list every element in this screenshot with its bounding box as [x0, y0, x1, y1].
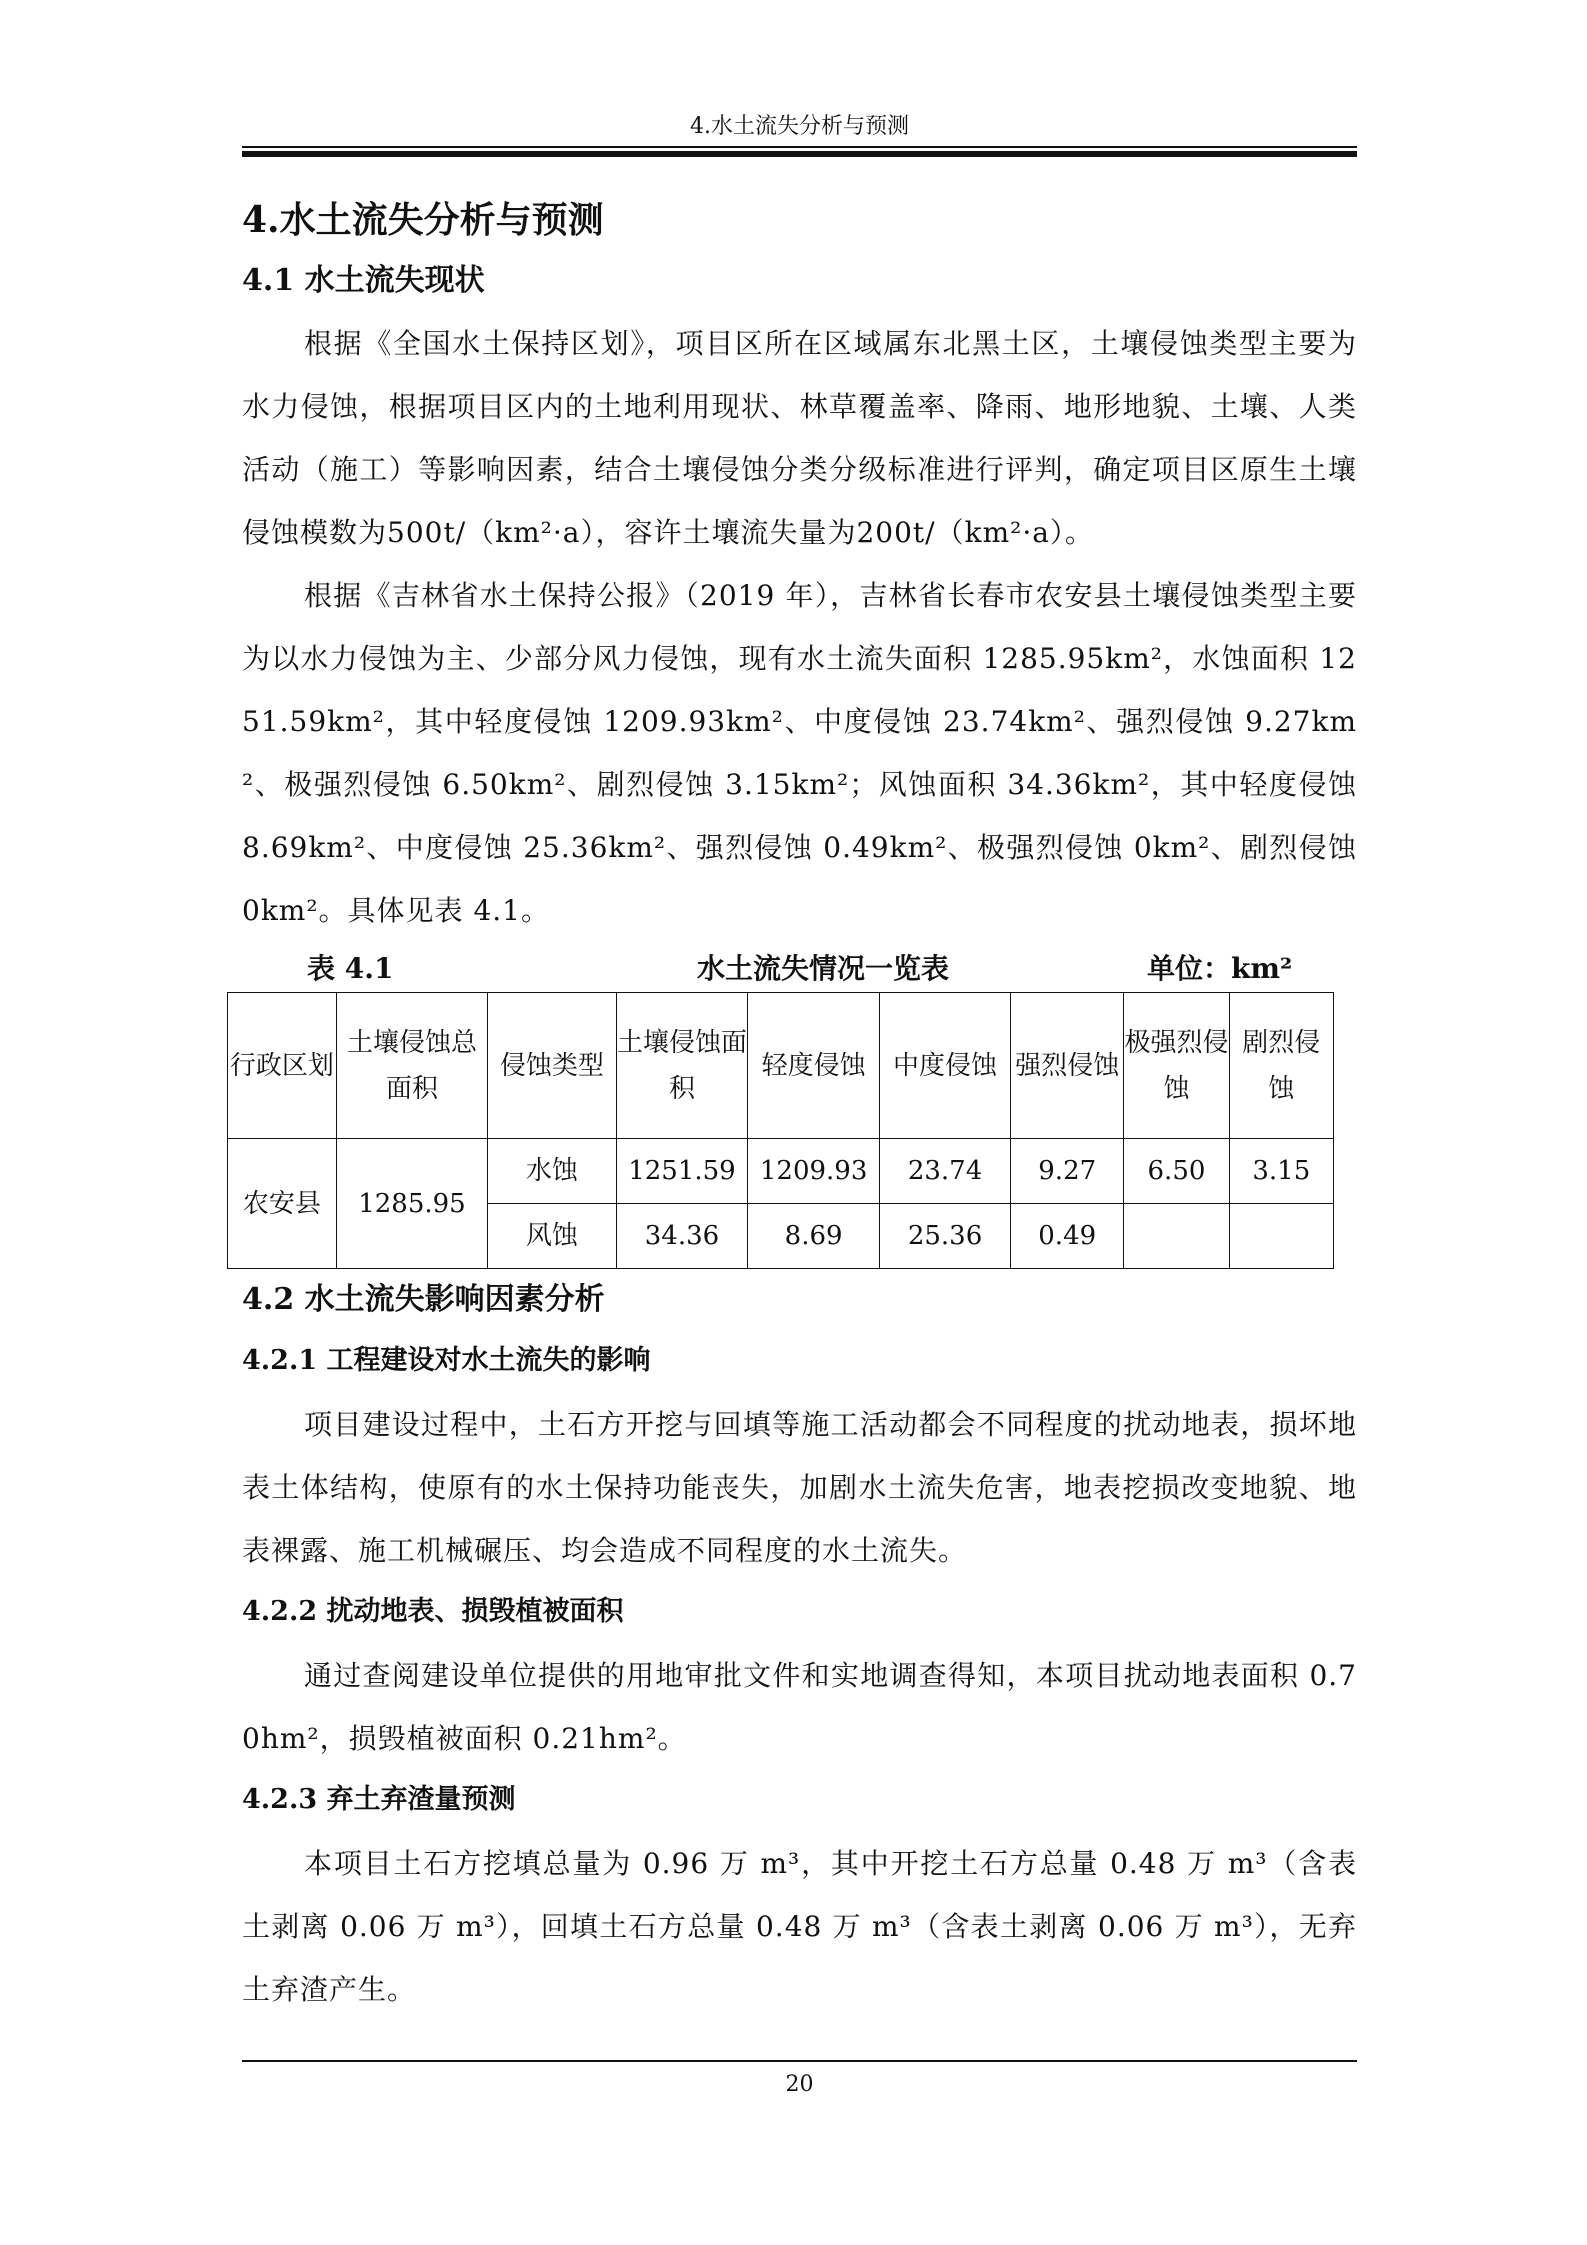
- table-cell: 水蚀: [488, 1139, 617, 1204]
- table-caption-title: 水土流失情况一览表: [697, 952, 950, 985]
- section-4-2-2-title: 4.2.2 扰动地表、损毁植被面积: [242, 1596, 624, 1627]
- header-cell: 土壤侵蚀面积: [616, 993, 748, 1139]
- table-cell: 0.49: [1011, 1204, 1124, 1269]
- section-4-2-title: 4.2 水土流失影响因素分析: [242, 1282, 605, 1317]
- section-4-2-3-title: 4.2.3 弃土弃渣量预测: [242, 1784, 516, 1815]
- header-rule-thin: [242, 146, 1357, 148]
- section-4-2-1-title: 4.2.1 工程建设对水土流失的影响: [242, 1345, 651, 1376]
- page-content: [229, 190, 1357, 2021]
- footer-rule: [242, 2060, 1357, 2062]
- table-row: [228, 1139, 1334, 1204]
- table-cell: 25.36: [879, 1204, 1010, 1269]
- table-cell: 34.36: [616, 1204, 748, 1269]
- table-caption-number: 表 4.1: [307, 952, 394, 985]
- table-cell: 9.27: [1011, 1139, 1124, 1204]
- section-4-1-paragraph-1: 根据《全国水土保持区划》，项目区所在区域属东北黑土区，土壤侵蚀类型主要为水力侵蚀，根据项目区内的土地利用现状、林草覆盖率、降雨、地形地貌、土壤、人类活动（施工）等影响因素，结合土壤侵蚀分类分级标准进行评判，确定项目区原生土壤侵蚀模数为500t/（km²·a），容许土壤流失量为200t/（km²·a）。: [242, 327, 1357, 549]
- section-4-1-title: 4.1 水土流失现状: [242, 263, 485, 298]
- table-caption: [242, 946, 1357, 992]
- header-cell: 轻度侵蚀: [748, 993, 880, 1139]
- table-header-row: [228, 993, 1334, 1139]
- soil-erosion-table: [227, 992, 1334, 1269]
- header-rule-thick: [242, 151, 1357, 157]
- section-4-1-paragraph-2: 根据《吉林省水土保持公报》（2019 年），吉林省长春市农安县土壤侵蚀类型主要为以水力侵蚀为主、少部分风力侵蚀，现有水土流失面积 1285.95km²，水蚀面积 1251.59km²，其中轻度侵蚀 1209.93km²、中度侵蚀 23.74km²、强烈侵蚀 9.27km²、极强烈侵蚀 6.50km²、剧烈侵蚀 3.15km²；风蚀面积 34.36km²，其中轻度侵蚀 8.69km²、中度侵蚀 25.36km²、强烈侵蚀 0.49km²、极强烈侵蚀 0km²、剧烈侵蚀 0km²。具体见表 4.1。: [242, 579, 1357, 927]
- table-cell: 8.69: [748, 1204, 880, 1269]
- table-cell: 风蚀: [488, 1204, 617, 1269]
- table-cell: 3.15: [1229, 1139, 1333, 1204]
- header-cell: 中度侵蚀: [879, 993, 1010, 1139]
- table-cell: 6.50: [1124, 1139, 1229, 1204]
- header-cell: 剧烈侵蚀: [1229, 993, 1333, 1139]
- running-head: 4.水土流失分析与预测: [690, 114, 909, 139]
- table-cell: [1229, 1204, 1333, 1269]
- page-number: 20: [785, 2072, 814, 2097]
- table-cell: 23.74: [879, 1139, 1010, 1204]
- header-cell: 行政区划: [228, 993, 337, 1139]
- table-caption-unit: 单位：km²: [1147, 952, 1293, 985]
- chapter-title: 4.水土流失分析与预测: [242, 199, 604, 241]
- section-4-2-2-paragraph: 通过查阅建设单位提供的用地审批文件和实地调查得知，本项目扰动地表面积 0.70hm²，损毁植被面积 0.21hm²。: [242, 1659, 1357, 1755]
- total-area-cell: 1285.95: [336, 1139, 487, 1269]
- header-cell: 土壤侵蚀总面积: [336, 993, 487, 1139]
- header-cell: 极强烈侵蚀: [1124, 993, 1229, 1139]
- table-cell: [1124, 1204, 1229, 1269]
- region-cell: 农安县: [228, 1139, 337, 1269]
- header-cell: 强烈侵蚀: [1011, 993, 1124, 1139]
- table-cell: 1251.59: [616, 1139, 748, 1204]
- section-4-2-1-paragraph: 项目建设过程中，土石方开挖与回填等施工活动都会不同程度的扰动地表，损坏地表土体结构，使原有的水土保持功能丧失，加剧水土流失危害，地表挖损改变地貌、地表裸露、施工机械碾压、均会造成不同程度的水土流失。: [242, 1408, 1357, 1567]
- table-cell: 1209.93: [748, 1139, 880, 1204]
- header-cell: 侵蚀类型: [488, 993, 617, 1139]
- section-4-2-3-paragraph: 本项目土石方挖填总量为 0.96 万 m³，其中开挖土石方总量 0.48 万 m³（含表土剥离 0.06 万 m³），回填土石方总量 0.48 万 m³（含表土剥离 0.06 万 m³），无弃土弃渣产生。: [242, 1847, 1357, 2006]
